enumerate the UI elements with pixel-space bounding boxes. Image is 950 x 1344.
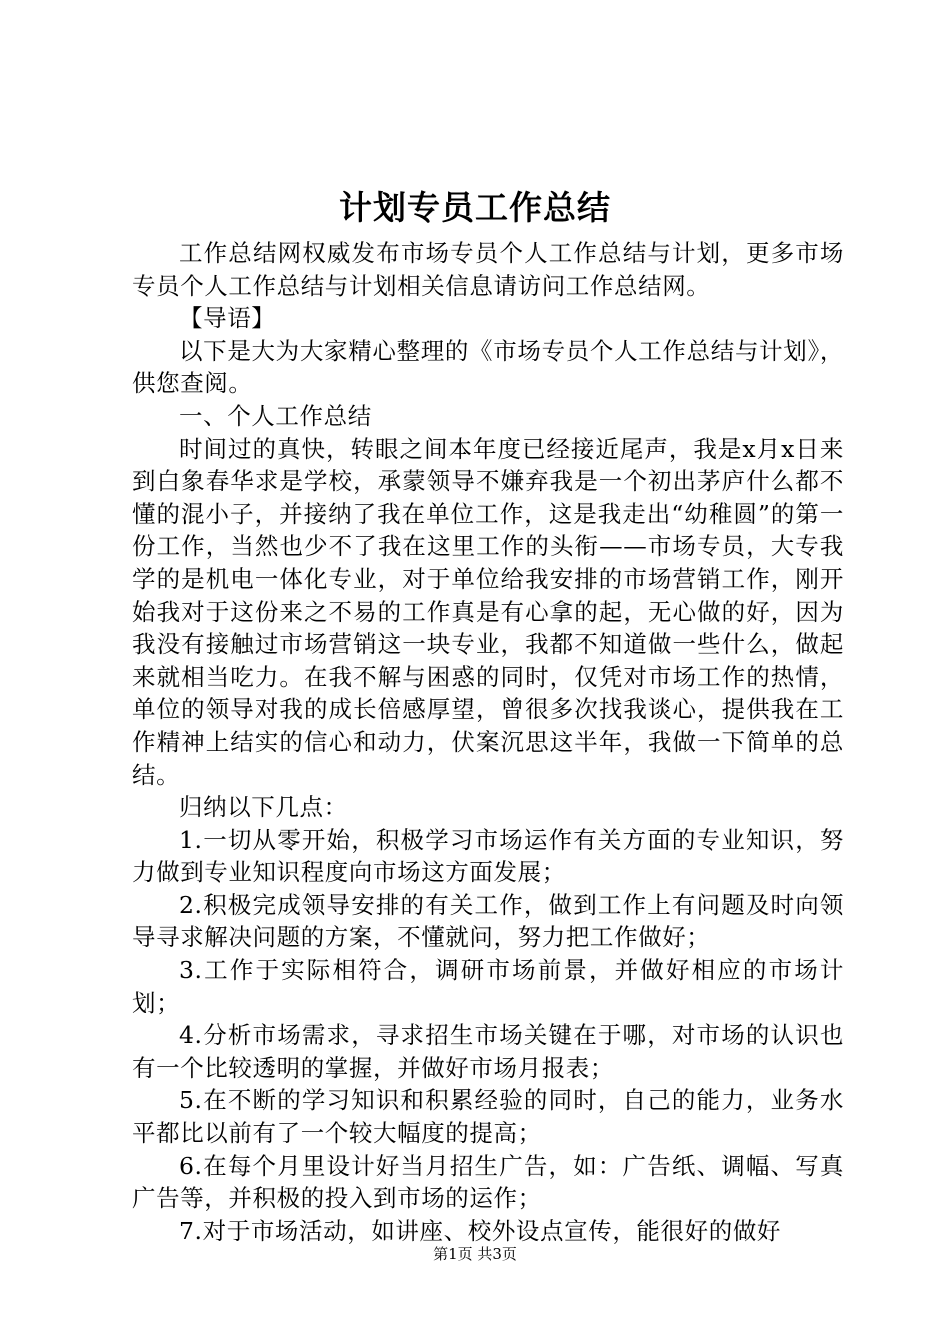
paragraph-guide-heading: 【导语】 bbox=[179, 304, 276, 333]
list-item-2: 2.积极完成领导安排的有关工作，做到工作上有问题及时向领导寻求解决问题的方案，不懂就问，努力把工作做好； bbox=[132, 890, 844, 952]
paragraph-intro: 工作总结网权威发布市场专员个人工作总结与计划，更多市场专员个人工作总结与计划相关信息请访问工作总结网。 bbox=[132, 239, 844, 300]
document-body bbox=[132, 237, 844, 1247]
document-title: 计划专员工作总结 bbox=[339, 188, 611, 227]
list-item-4: 4.分析市场需求，寻求招生市场关键在于哪，对市场的认识也有一个比较透明的掌握，并做好市场月报表； bbox=[132, 1021, 844, 1082]
list-item-1: 1.一切从零开始，积极学习市场运作有关方面的专业知识，努力做到专业知识程度向市场这方面发展； bbox=[132, 825, 844, 887]
list-item-5: 5.在不断的学习知识和积累经验的同时，自己的能力，业务水平都比以前有了一个较大幅度的提高； bbox=[132, 1086, 844, 1148]
list-item-7: 7.对于市场活动，如讲座、校外设点宣传，能很好的做好 bbox=[179, 1216, 782, 1245]
paragraph-summary-body: 时间过的真快，转眼之间本年度已经接近尾声，我是x月x日来到白象春华求是学校，承蒙领导不嫌弃我是一个初出茅庐什么都不懂的混小子，并接纳了我在单位工作，这是我走出“幼稚圆”的第一份工作，当然也少不了我在这里工作的头衔——市场专员，大专我学的是机电一体化专业，对于单位给我安排的市场营销工作，刚开始我对于这份来之不易的工作真是有心拿的起，无心做的好，因为我没有接触过市场营销这一块专业，我都不知道做一些什么，做起来就相当吃力。在我不解与困惑的同时，仅凭对市场工作的热情，单位的领导对我的成长倍感厚望，曾很多次找我谈心，提供我在工作精神上结实的信心和动力，伏案沉思这半年，我做一下简单的总结。 bbox=[132, 434, 844, 789]
paragraph-points-intro: 归纳以下几点： bbox=[179, 793, 348, 822]
section-heading-personal-summary: 一、个人工作总结 bbox=[179, 401, 372, 430]
page-footer: 第1页 共3页 bbox=[433, 1245, 517, 1263]
list-item-6: 6.在每个月里设计好当月招生广告，如：广告纸、调幅、写真广告等，并积极的投入到市场的运作； bbox=[132, 1151, 844, 1213]
list-item-3: 3.工作于实际相符合，调研市场前景，并做好相应的市场计划； bbox=[132, 956, 844, 1017]
paragraph-guide-text: 以下是大为大家精心整理的《市场专员个人工作总结与计划》，供您查阅。 bbox=[132, 336, 844, 398]
